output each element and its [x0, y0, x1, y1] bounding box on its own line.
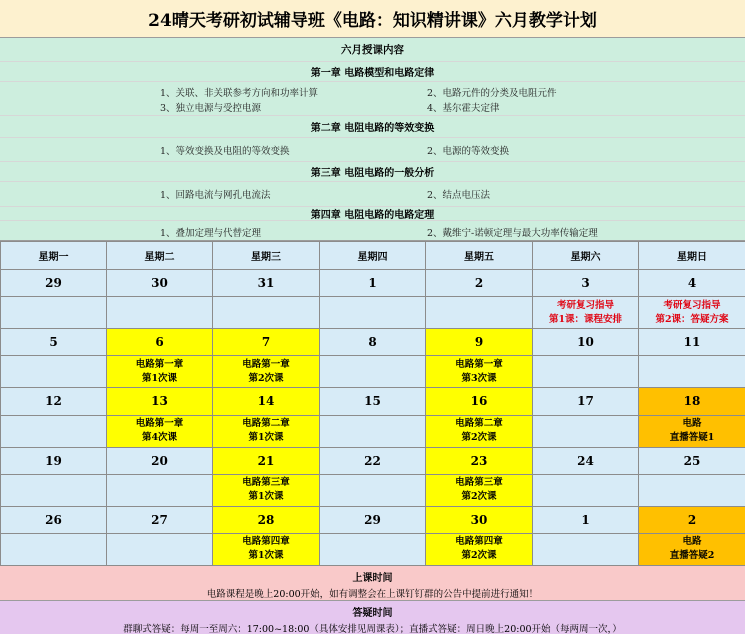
chapter-2-title: 第二章 电阻电路的等效变换: [0, 116, 745, 138]
date-cell: 29: [1, 270, 107, 297]
event-cell-lesson: [213, 356, 320, 388]
class-time-text: 电路课程是晚上20:00开始，如有调整会在上课钉钉群的公告中提前进行通知！: [0, 584, 745, 600]
date-cell: 14: [213, 388, 320, 415]
date-cell: 19: [1, 447, 107, 474]
weekday-header: 星期日: [639, 242, 745, 270]
week-4-events: [1, 474, 745, 506]
topic: 2、电源的等效变换: [427, 143, 509, 157]
date-cell: 28: [213, 506, 320, 533]
event-line: 考研复习指导: [639, 299, 745, 313]
date-cell: 13: [107, 388, 213, 415]
event-cell-live-qa: [639, 533, 745, 565]
course-content-section: [0, 38, 745, 241]
date-cell: 18: [639, 388, 745, 415]
topic: 1、回路电流与网孔电流法: [160, 187, 271, 201]
event-cell-live-qa: [639, 415, 745, 447]
event-line: 电路第三章: [426, 476, 532, 490]
event-line: 电路第二章: [213, 417, 319, 431]
event-cell: [107, 297, 213, 329]
event-line: 第4次课: [107, 431, 212, 445]
date-cell: 22: [320, 447, 426, 474]
date-cell: 27: [107, 506, 213, 533]
event-cell-lesson: [426, 415, 533, 447]
event-cell: [533, 533, 639, 565]
event-cell-lesson: [213, 533, 320, 565]
event-line: 第2次课: [426, 431, 532, 445]
weekday-header: 星期一: [1, 242, 107, 270]
date-cell: 21: [213, 447, 320, 474]
topic: 1、等效变换及电阻的等效变换: [160, 143, 290, 157]
event-line: 电路第一章: [213, 358, 319, 372]
event-cell: [320, 356, 426, 388]
date-cell: 2: [426, 270, 533, 297]
week-3-events: [1, 415, 745, 447]
date-cell: 12: [1, 388, 107, 415]
event-cell: [533, 356, 639, 388]
event-line: 考研复习指导: [533, 299, 638, 313]
chapter-1-title: 第一章 电路模型和电路定律: [0, 62, 745, 82]
topic: 4、基尔霍夫定律: [427, 100, 500, 114]
event-cell: [426, 297, 533, 329]
week-1-events: [1, 297, 745, 329]
qa-time-heading: 答疑时间: [0, 601, 745, 619]
date-cell: 2: [639, 506, 745, 533]
june-calendar: [0, 241, 745, 566]
event-cell: [1, 297, 107, 329]
event-cell: [320, 297, 426, 329]
event-cell: [533, 415, 639, 447]
date-cell: 6: [107, 329, 213, 356]
event-cell-lesson: [426, 356, 533, 388]
event-line: 电路第四章: [213, 535, 319, 549]
date-cell: 1: [533, 506, 639, 533]
event-line: 第1次课: [213, 549, 319, 563]
date-cell: 9: [426, 329, 533, 356]
date-cell: 15: [320, 388, 426, 415]
date-cell: 17: [533, 388, 639, 415]
date-cell: 26: [1, 506, 107, 533]
chapter-3-title: 第三章 电阻电路的一般分析: [0, 162, 745, 182]
topic: 1、叠加定理与代替定理: [160, 225, 261, 239]
qa-time-section: [0, 601, 745, 634]
event-line: 第2次课: [213, 372, 319, 386]
week-3-dates: [1, 388, 745, 415]
event-line: 第1次课: [213, 490, 319, 504]
week-5-dates: [1, 506, 745, 533]
date-cell: 16: [426, 388, 533, 415]
topic: 2、结点电压法: [427, 187, 490, 201]
date-cell: 4: [639, 270, 745, 297]
date-cell: 31: [213, 270, 320, 297]
event-line: 直播答疑1: [639, 431, 745, 445]
event-line: 电路第一章: [107, 358, 212, 372]
event-cell: [1, 533, 107, 565]
date-cell: 24: [533, 447, 639, 474]
chapter-4-title: 第四章 电阻电路的电路定理: [0, 207, 745, 221]
event-line: 第1次课: [213, 431, 319, 445]
topic: 2、电路元件的分类及电阻元件: [427, 85, 557, 99]
week-4-dates: [1, 447, 745, 474]
date-cell: 7: [213, 329, 320, 356]
event-line: 第2次课: [426, 490, 532, 504]
chapter-4-topics: [0, 221, 745, 241]
event-cell-lesson: [426, 474, 533, 506]
date-cell: 11: [639, 329, 745, 356]
date-cell: 20: [107, 447, 213, 474]
content-heading: 六月授课内容: [0, 38, 745, 62]
date-cell: 23: [426, 447, 533, 474]
event-cell: [320, 533, 426, 565]
weekday-header-row: [1, 242, 745, 270]
event-cell: [107, 533, 213, 565]
event-line: 电路: [639, 417, 745, 431]
event-line: 电路第三章: [213, 476, 319, 490]
event-cell: [1, 415, 107, 447]
date-cell: 1: [320, 270, 426, 297]
date-cell: 5: [1, 329, 107, 356]
event-cell-lesson: [107, 415, 213, 447]
date-cell: 25: [639, 447, 745, 474]
event-cell: [1, 356, 107, 388]
event-line: 电路第一章: [107, 417, 212, 431]
date-cell: 3: [533, 270, 639, 297]
event-cell-guidance: [533, 297, 639, 329]
week-2-dates: [1, 329, 745, 356]
event-cell-lesson: [426, 533, 533, 565]
event-line: 电路第二章: [426, 417, 532, 431]
date-cell: 10: [533, 329, 639, 356]
event-cell: [639, 356, 745, 388]
date-cell: 8: [320, 329, 426, 356]
chapter-1-topics: [0, 82, 745, 116]
date-cell: 30: [426, 506, 533, 533]
event-line: 第2课：答疑方案: [639, 313, 745, 327]
page-title: 24晴天考研初试辅导班《电路：知识精讲课》六月教学计划: [0, 0, 745, 38]
weekday-header: 星期四: [320, 242, 426, 270]
week-5-events: [1, 533, 745, 565]
event-cell-lesson: [213, 474, 320, 506]
date-cell: 30: [107, 270, 213, 297]
event-cell: [320, 415, 426, 447]
week-1-dates: [1, 270, 745, 297]
event-cell: [107, 474, 213, 506]
event-line: 直播答疑2: [639, 549, 745, 563]
event-line: 第3次课: [426, 372, 532, 386]
class-time-section: [0, 566, 745, 601]
topic: 1、关联、非关联参考方向和功率计算: [160, 85, 318, 99]
event-line: 第1课：课程安排: [533, 313, 638, 327]
event-cell-lesson: [107, 356, 213, 388]
qa-time-text: 群聊式答疑：每周一至周六：17:00~18:00（具体安排见周课表）；直播式答疑：周日晚上20:00开始（每两周一次，）: [0, 619, 745, 635]
class-time-heading: 上课时间: [0, 566, 745, 584]
topic: 3、独立电源与受控电源: [160, 100, 261, 114]
weekday-header: 星期三: [213, 242, 320, 270]
event-line: 第1次课: [107, 372, 212, 386]
weekday-header: 星期五: [426, 242, 533, 270]
topic: 2、戴维宁-诺顿定理与最大功率传输定理: [427, 225, 598, 239]
event-cell: [639, 474, 745, 506]
event-cell: [1, 474, 107, 506]
event-line: 电路第一章: [426, 358, 532, 372]
event-cell: [320, 474, 426, 506]
event-line: 电路第四章: [426, 535, 532, 549]
weekday-header: 星期二: [107, 242, 213, 270]
event-cell-guidance: [639, 297, 745, 329]
date-cell: 29: [320, 506, 426, 533]
chapter-3-topics: [0, 182, 745, 207]
week-2-events: [1, 356, 745, 388]
event-cell: [213, 297, 320, 329]
event-line: 电路: [639, 535, 745, 549]
chapter-2-topics: [0, 138, 745, 162]
event-line: 第2次课: [426, 549, 532, 563]
event-cell-lesson: [213, 415, 320, 447]
weekday-header: 星期六: [533, 242, 639, 270]
event-cell: [533, 474, 639, 506]
